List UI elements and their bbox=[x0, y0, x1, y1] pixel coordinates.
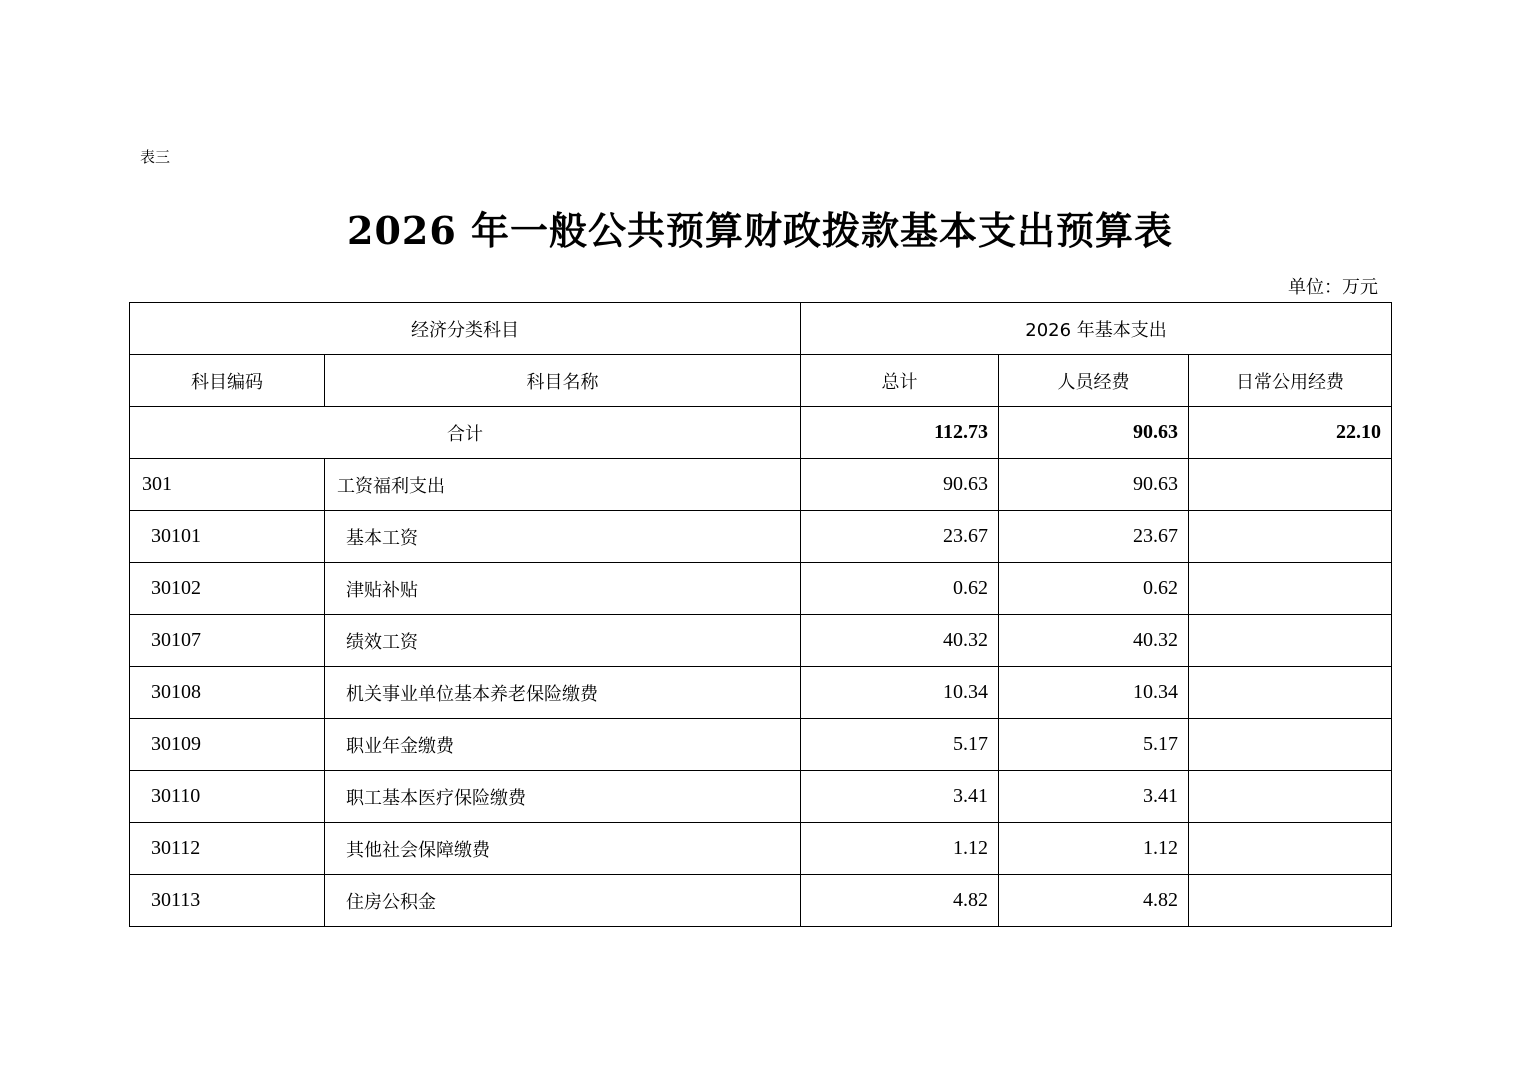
table-row bbox=[130, 563, 1392, 615]
row-name: 职工基本医疗保险缴费 bbox=[325, 771, 801, 823]
row-name: 津贴补贴 bbox=[325, 563, 801, 615]
row-name: 绩效工资 bbox=[325, 615, 801, 667]
row-code: 30113 bbox=[130, 875, 325, 927]
header-basic-expenditure: 2026 年基本支出 bbox=[801, 303, 1392, 355]
table-row bbox=[130, 875, 1392, 927]
total-personnel: 90.63 bbox=[999, 407, 1189, 459]
row-name: 住房公积金 bbox=[325, 875, 801, 927]
table-row bbox=[130, 823, 1392, 875]
total-row bbox=[130, 407, 1392, 459]
table-row bbox=[130, 459, 1392, 511]
row-personnel: 4.82 bbox=[999, 875, 1189, 927]
row-total: 5.17 bbox=[801, 719, 999, 771]
row-public bbox=[1189, 771, 1392, 823]
row-public bbox=[1189, 719, 1392, 771]
table-row bbox=[130, 511, 1392, 563]
row-total: 40.32 bbox=[801, 615, 999, 667]
row-total: 3.41 bbox=[801, 771, 999, 823]
row-name: 其他社会保障缴费 bbox=[325, 823, 801, 875]
row-code: 30108 bbox=[130, 667, 325, 719]
row-code: 30109 bbox=[130, 719, 325, 771]
row-total: 23.67 bbox=[801, 511, 999, 563]
row-code: 30101 bbox=[130, 511, 325, 563]
table-row bbox=[130, 667, 1392, 719]
row-name: 基本工资 bbox=[325, 511, 801, 563]
row-public bbox=[1189, 459, 1392, 511]
row-total: 4.82 bbox=[801, 875, 999, 927]
row-public bbox=[1189, 823, 1392, 875]
row-public bbox=[1189, 511, 1392, 563]
row-personnel: 10.34 bbox=[999, 667, 1189, 719]
header-group-row bbox=[130, 303, 1392, 355]
row-personnel: 1.12 bbox=[999, 823, 1189, 875]
table-row bbox=[130, 771, 1392, 823]
row-name: 机关事业单位基本养老保险缴费 bbox=[325, 667, 801, 719]
header-total: 总计 bbox=[801, 355, 999, 407]
page-title: 2026 年一般公共预算财政拨款基本支出预算表 bbox=[347, 208, 1173, 253]
row-name: 职业年金缴费 bbox=[325, 719, 801, 771]
row-public bbox=[1189, 563, 1392, 615]
header-public: 日常公用经费 bbox=[1189, 355, 1392, 407]
row-personnel: 40.32 bbox=[999, 615, 1189, 667]
row-public bbox=[1189, 667, 1392, 719]
header-personnel: 人员经费 bbox=[999, 355, 1189, 407]
row-name: 工资福利支出 bbox=[325, 459, 801, 511]
total-total: 112.73 bbox=[801, 407, 999, 459]
unit-note: 单位：万元 bbox=[1288, 277, 1378, 298]
row-total: 10.34 bbox=[801, 667, 999, 719]
header-economic-classification: 经济分类科目 bbox=[130, 303, 801, 355]
row-code: 301 bbox=[130, 459, 325, 511]
header-subject-code: 科目编码 bbox=[130, 355, 325, 407]
table-row bbox=[130, 719, 1392, 771]
table-label: 表三 bbox=[140, 148, 171, 166]
row-code: 30107 bbox=[130, 615, 325, 667]
total-public: 22.10 bbox=[1189, 407, 1392, 459]
budget-table bbox=[129, 302, 1392, 927]
row-code: 30110 bbox=[130, 771, 325, 823]
row-personnel: 0.62 bbox=[999, 563, 1189, 615]
row-code: 30112 bbox=[130, 823, 325, 875]
row-personnel: 90.63 bbox=[999, 459, 1189, 511]
total-label: 合计 bbox=[130, 407, 801, 459]
row-total: 1.12 bbox=[801, 823, 999, 875]
row-total: 90.63 bbox=[801, 459, 999, 511]
row-code: 30102 bbox=[130, 563, 325, 615]
row-total: 0.62 bbox=[801, 563, 999, 615]
row-personnel: 5.17 bbox=[999, 719, 1189, 771]
row-personnel: 3.41 bbox=[999, 771, 1189, 823]
table-row bbox=[130, 615, 1392, 667]
row-public bbox=[1189, 615, 1392, 667]
row-personnel: 23.67 bbox=[999, 511, 1189, 563]
header-subject-name: 科目名称 bbox=[325, 355, 801, 407]
header-columns-row bbox=[130, 355, 1392, 407]
row-public bbox=[1189, 875, 1392, 927]
